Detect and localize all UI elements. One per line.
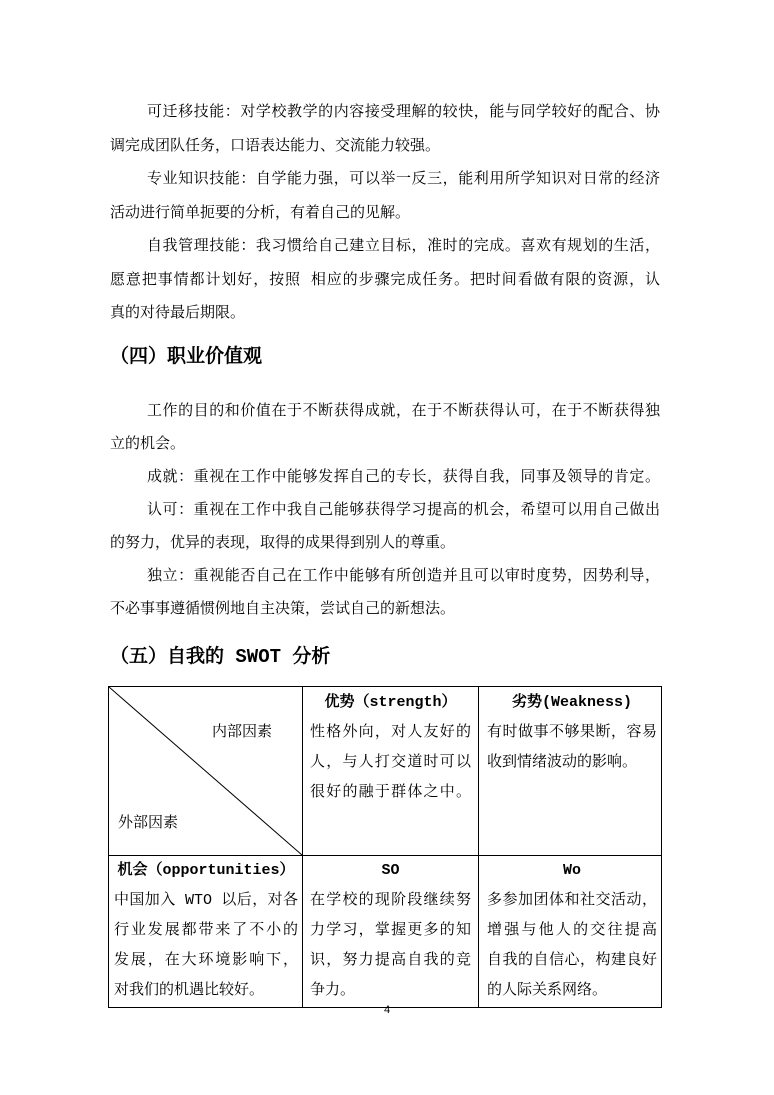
page-number: 4 [383,1005,391,1017]
paragraph-line: 工作的目的和价值在于不断获得成就，在于不断获得认可，在于不断获得独 [147,402,660,420]
paragraph-line: 立的机会。 [110,435,186,453]
paragraph-line: 独立：重视能否自己在工作中能够有所创造并且可以审时度势，因势利导， [147,567,660,585]
opportunities-title: 机会（opportunities） [117,862,295,879]
cell-line: 中国加入 WTO 以后，对各 [114,892,298,909]
paragraph-values-intro [110,395,660,461]
paragraph-line: 调完成团队任务，口语表达能力、交流能力较强。 [110,137,441,155]
cell-line: 性格外向，对人友好的 [310,724,471,741]
cell-line: 识，努力提高自我的竞 [310,952,471,969]
cell-line: 争力。 [310,982,356,999]
cell-line: 的人际关系网络。 [487,982,608,999]
cell-line: 多参加团体和社交活动， [487,892,657,909]
paragraph-line: 不必事事遵循惯例地自主决策，尝试自己的新想法。 [110,600,456,618]
paragraph-line: 成就：重视在工作中能够发挥自己的专长，获得自我，同事及领导的肯定。 [147,468,660,486]
strength-cell [303,687,479,856]
cell-line: 发展，在大环境影响下， [114,952,298,969]
skills-section [110,96,660,331]
cell-line: 自我的自信心，构建良好 [487,952,657,969]
paragraph-line: 认可：重视在工作中我自己能够获得学习提高的机会，希望可以用自己做出 [147,501,660,519]
cell-line: 人，与人打交道时可以 [310,754,471,771]
cell-line: 收到情绪波动的影响。 [487,754,638,771]
paragraph-line: 自我管理技能：我习惯给自己建立目标，准时的完成。喜欢有规划的生活， [147,238,660,255]
external-factors-label: 外部因素 [118,815,179,832]
so-strategy-cell [303,856,479,1008]
paragraph-professional-skills [110,163,660,230]
cell-line: 增强与他人的交往提高 [487,922,657,939]
paragraph-line: 活动进行简单扼要的分析，有着自己的见解。 [110,204,411,222]
section-heading-swot: （五）自我的 SWOT 分析 [110,646,331,668]
career-values-section [110,395,660,626]
so-title: SO [381,862,400,879]
wo-strategy-cell [479,856,662,1008]
cell-line: 在学校的现阶段继续努 [310,892,471,909]
paragraph-independence [110,560,660,626]
paragraph-recognition [110,494,660,560]
strength-title: 优势（strength） [324,694,457,711]
paragraph-line: 专业知识技能：自学能力强，可以举一反三，能利用所学知识对日常的经济 [147,171,660,188]
paragraph-transferable-skills [110,96,660,163]
paragraph-line: 真的对待最后期限。 [110,305,246,322]
cell-line: 行业发展都带来了不小的 [114,922,298,939]
weakness-cell [479,687,662,856]
paragraph-achievement [110,461,660,494]
section-heading-career-values: （四）职业价值观 [110,346,263,368]
internal-factors-label: 内部因素 [212,724,273,741]
cell-line: 很好的融于群体之中。 [310,784,471,801]
swot-corner-cell [109,687,303,856]
cell-line: 对我们的机遇比较好。 [114,982,265,999]
cell-line: 力学习，掌握更多的知 [310,922,471,939]
swot-table [108,686,662,1008]
paragraph-self-management-skills [110,230,660,331]
wo-title: Wo [562,862,581,879]
paragraph-line: 愿意把事情都计划好，按照 相应的步骤完成任务。把时间看做有限的资源，认 [110,271,660,289]
opportunities-cell [109,856,303,1008]
weakness-title: 劣势(Weakness) [511,694,632,711]
paragraph-line: 的努力，优异的表现，取得的成果得到别人的尊重。 [110,534,456,552]
paragraph-line: 可迁移技能：对学校教学的内容接受理解的较快，能与同学较好的配合、协 [147,104,660,121]
cell-line: 有时做事不够果断，容易 [487,724,657,741]
